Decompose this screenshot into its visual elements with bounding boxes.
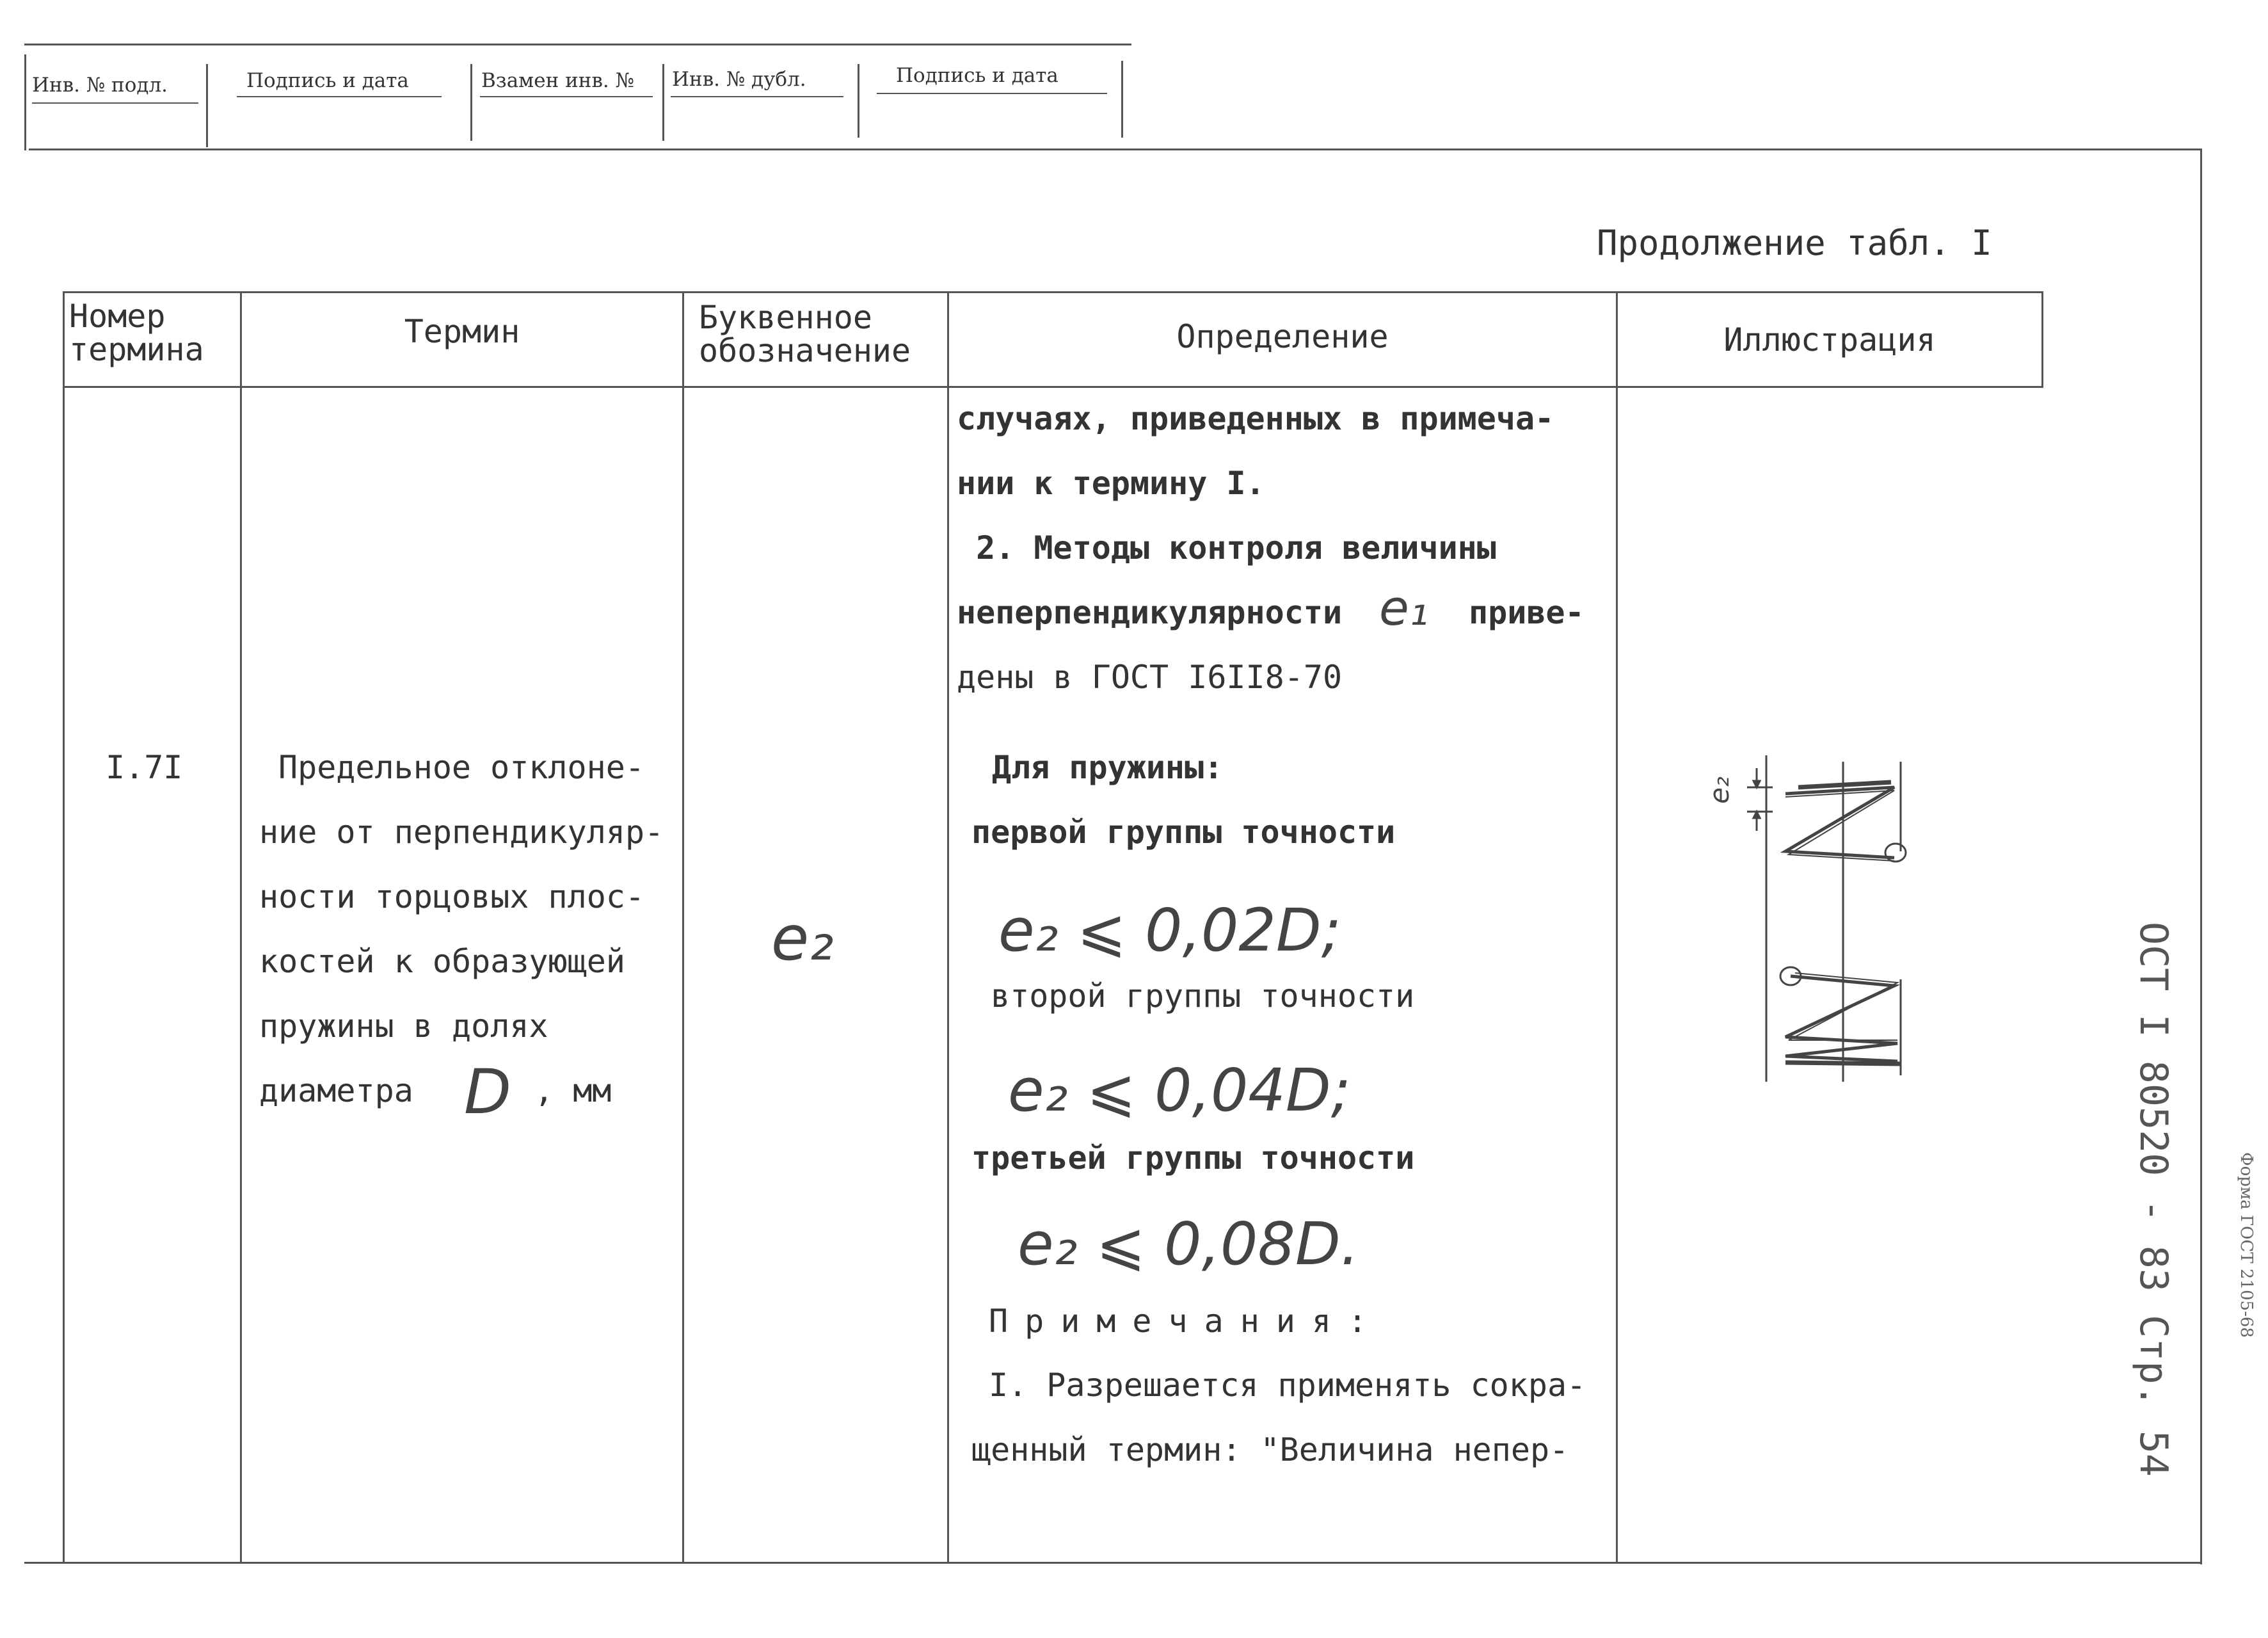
spring-drawing — [1709, 755, 1926, 1088]
header-number: Номер термина — [69, 298, 204, 368]
letter-symbol: e₂ — [771, 903, 834, 974]
stamp-signature-date: Подпись и дата — [246, 69, 409, 92]
illustration-label-e2: e₂ — [1703, 776, 1735, 804]
header-term: Термин — [404, 313, 520, 350]
form-note: Форма ГОСТ 2105-68 — [2237, 1152, 2256, 1338]
spring-illustration — [1703, 755, 1926, 1088]
notes-heading: Примечания: — [989, 1303, 1384, 1340]
document-page: Инв. № подл. Подпись и дата Взамен инв. № Инв. № дубл. Подпись и дата Продолжение табл. I Номер термина Термин Буквенное обозначение Определение Иллюстрация I.7I Предельное отклоне- ние от перпендикуляр- ности торцовых плос- костей к образующей пружины в долях диаметра D , мм e₂ случаях, приведенных в примеча- нии к термину I. 2. Методы контроля величины неперпендикулярности e₁ приве- дены в ГОСТ I6II8-70 Для пружины: первой группы точности e₂ ⩽ 0,02D; второй группы точности e₂ ⩽ 0,04D; третьей группы точности e₂ ⩽ 0,08D. Примечания: I. Разрешается применять сокра- щенный термин: "Величина непер- e₂ ОСТ I 80520 - 83 Стр. 54 Форма ГОСТ 2105-68 — [0, 0, 2268, 1638]
header-definition: Определение — [1176, 318, 1389, 355]
symbol-e1: e₁ — [1379, 579, 1429, 636]
term-symbol-d: D — [464, 1056, 511, 1128]
continuation-title: Продолжение табл. I — [1597, 223, 1992, 263]
term-number: I.7I — [106, 749, 183, 786]
header-symbol: Буквенное обозначение — [699, 299, 911, 369]
document-code-page: ОСТ I 80520 - 83 Стр. 54 — [2131, 922, 2176, 1477]
stamp-replaces-inv: Взамен инв. № — [481, 69, 634, 92]
header-illustration: Иллюстрация — [1723, 321, 1936, 358]
stamp-inv-duplicate: Инв. № дубл. — [672, 68, 806, 91]
formula-group2: e₂ ⩽ 0,04D; — [1008, 1056, 1351, 1125]
formula-group1: e₂ ⩽ 0,02D; — [998, 896, 1341, 965]
formula-group3: e₂ ⩽ 0,08D. — [1018, 1210, 1359, 1278]
stamp-signature-date-2: Подпись и дата — [896, 64, 1058, 87]
stamp-inv-original: Инв. № подл. — [32, 74, 168, 97]
